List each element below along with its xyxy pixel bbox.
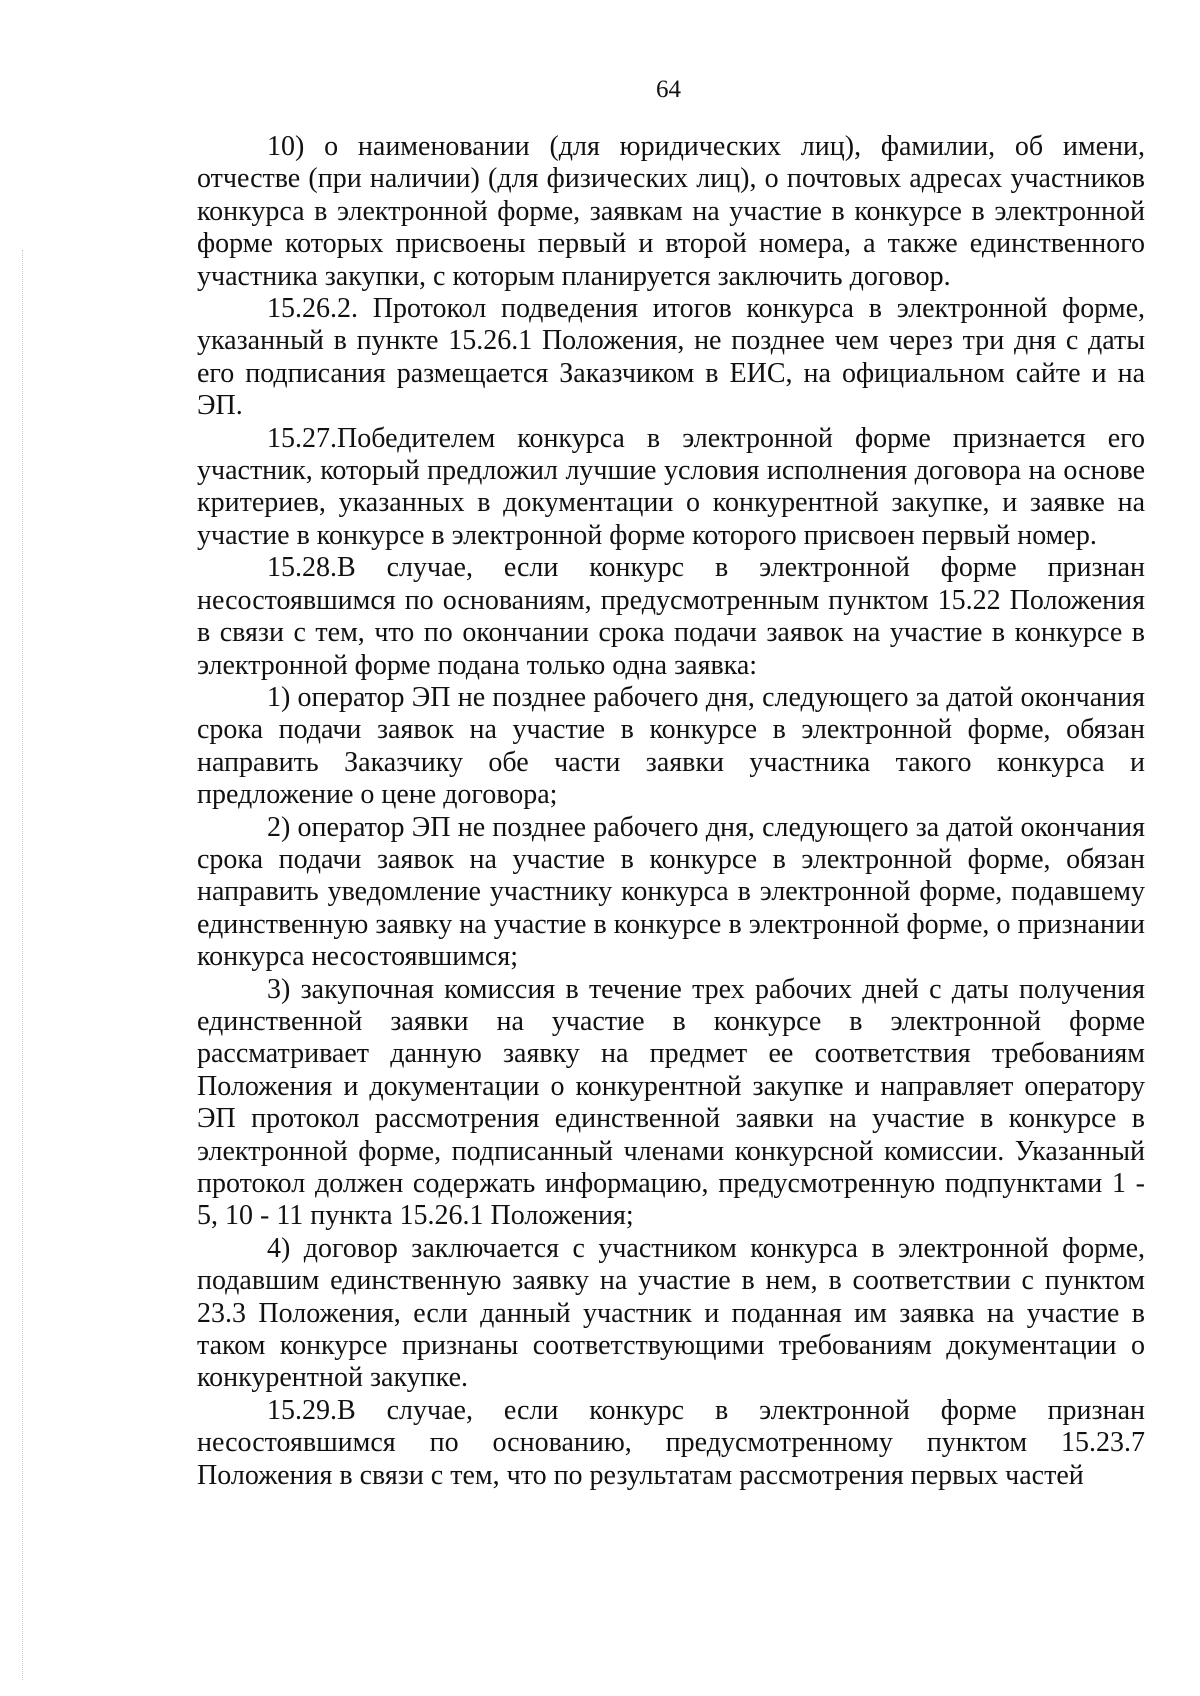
paragraph-15-28: 15.28.В случае, если конкурс в электронной форме признан несостоявшимся по основаниям, предусмотренным пунктом 15.22 Положения в связи с тем, что по окончании срока подачи заявок на участие в конкурсе в электронной форме подана только одна заявка:	[197, 552, 1145, 681]
document-body	[197, 131, 1145, 1492]
paragraph-15-27: 15.27.Победителем конкурса в электронной форме признается его участник, который предложил лучшие условия исполнения договора на основе критериев, указанных в документации о конкурентной закупке, и заявке на участие в конкурсе в электронной форме которого присвоен первый номер.	[197, 422, 1145, 551]
paragraph-15-28-item-1: 1) оператор ЭП не позднее рабочего дня, следующего за датой окончания срока подачи заявок на участие в конкурсе в электронной форме, обязан направить Заказчику обе части заявки участника такого конкурса и предложение о цене договора;	[197, 681, 1145, 811]
paragraph-15-28-item-2: 2) оператор ЭП не позднее рабочего дня, следующего за датой окончания срока подачи заявок на участие в конкурсе в электронной форме, обязан направить уведомление участнику конкурса в электронной форме, подавшему единственную заявку на участие в конкурсе в электронной форме, о признании конкурса несостоявшимся;	[197, 811, 1145, 973]
paragraph-15-26-2: 15.26.2. Протокол подведения итогов конкурса в электронной форме, указанный в пункте 15.26.1 Положения, не позднее чем через три дня с даты его подписания размещается Заказчиком в ЕИС, на официальном сайте и на ЭП.	[197, 293, 1145, 422]
paragraph-15-28-item-3: 3) закупочная комиссия в течение трех рабочих дней с даты получения единственной заявки на участие в конкурсе в электронной форме рассматривает данную заявку на предмет ее соответствия требованиям Положения и документации о конкурентной закупке и направляет оператору ЭП протокол рассмотрения единственной заявки на участие в конкурсе в электронной форме, подписанный членами конкурсной комиссии. Указанный протокол должен содержать информацию, предусмотренную подпунктами 1 - 5, 10 - 11 пункта 15.26.1 Положения;	[197, 973, 1145, 1232]
paragraph-15-29: 15.29.В случае, если конкурс в электронной форме признан несостоявшимся по основанию, предусмотренному пунктом 15.23.7 Положения в связи с тем, что по результатам рассмотрения первых частей	[197, 1394, 1145, 1491]
page-number: 64	[656, 76, 681, 103]
paragraph-item-10: 10) о наименовании (для юридических лиц), фамилии, об имени, отчестве (при наличии) (для физических лиц), о почтовых адресах участников конкурса в электронной форме, заявкам на участие в конкурсе в электронной форме которых присвоены первый и второй номера, а также единственного участника закупки, с которым планируется заключить договор.	[197, 131, 1145, 292]
paragraph-15-28-item-4: 4) договор заключается с участником конкурса в электронной форме, подавшим единственную заявку на участие в нем, в соответствии с пунктом 23.3 Положения, если данный участник и поданная им заявка на участие в таком конкурсе признаны соответствующими требованиям документации о конкурентной закупке.	[197, 1232, 1145, 1394]
scan-edge-line	[22, 250, 23, 1680]
